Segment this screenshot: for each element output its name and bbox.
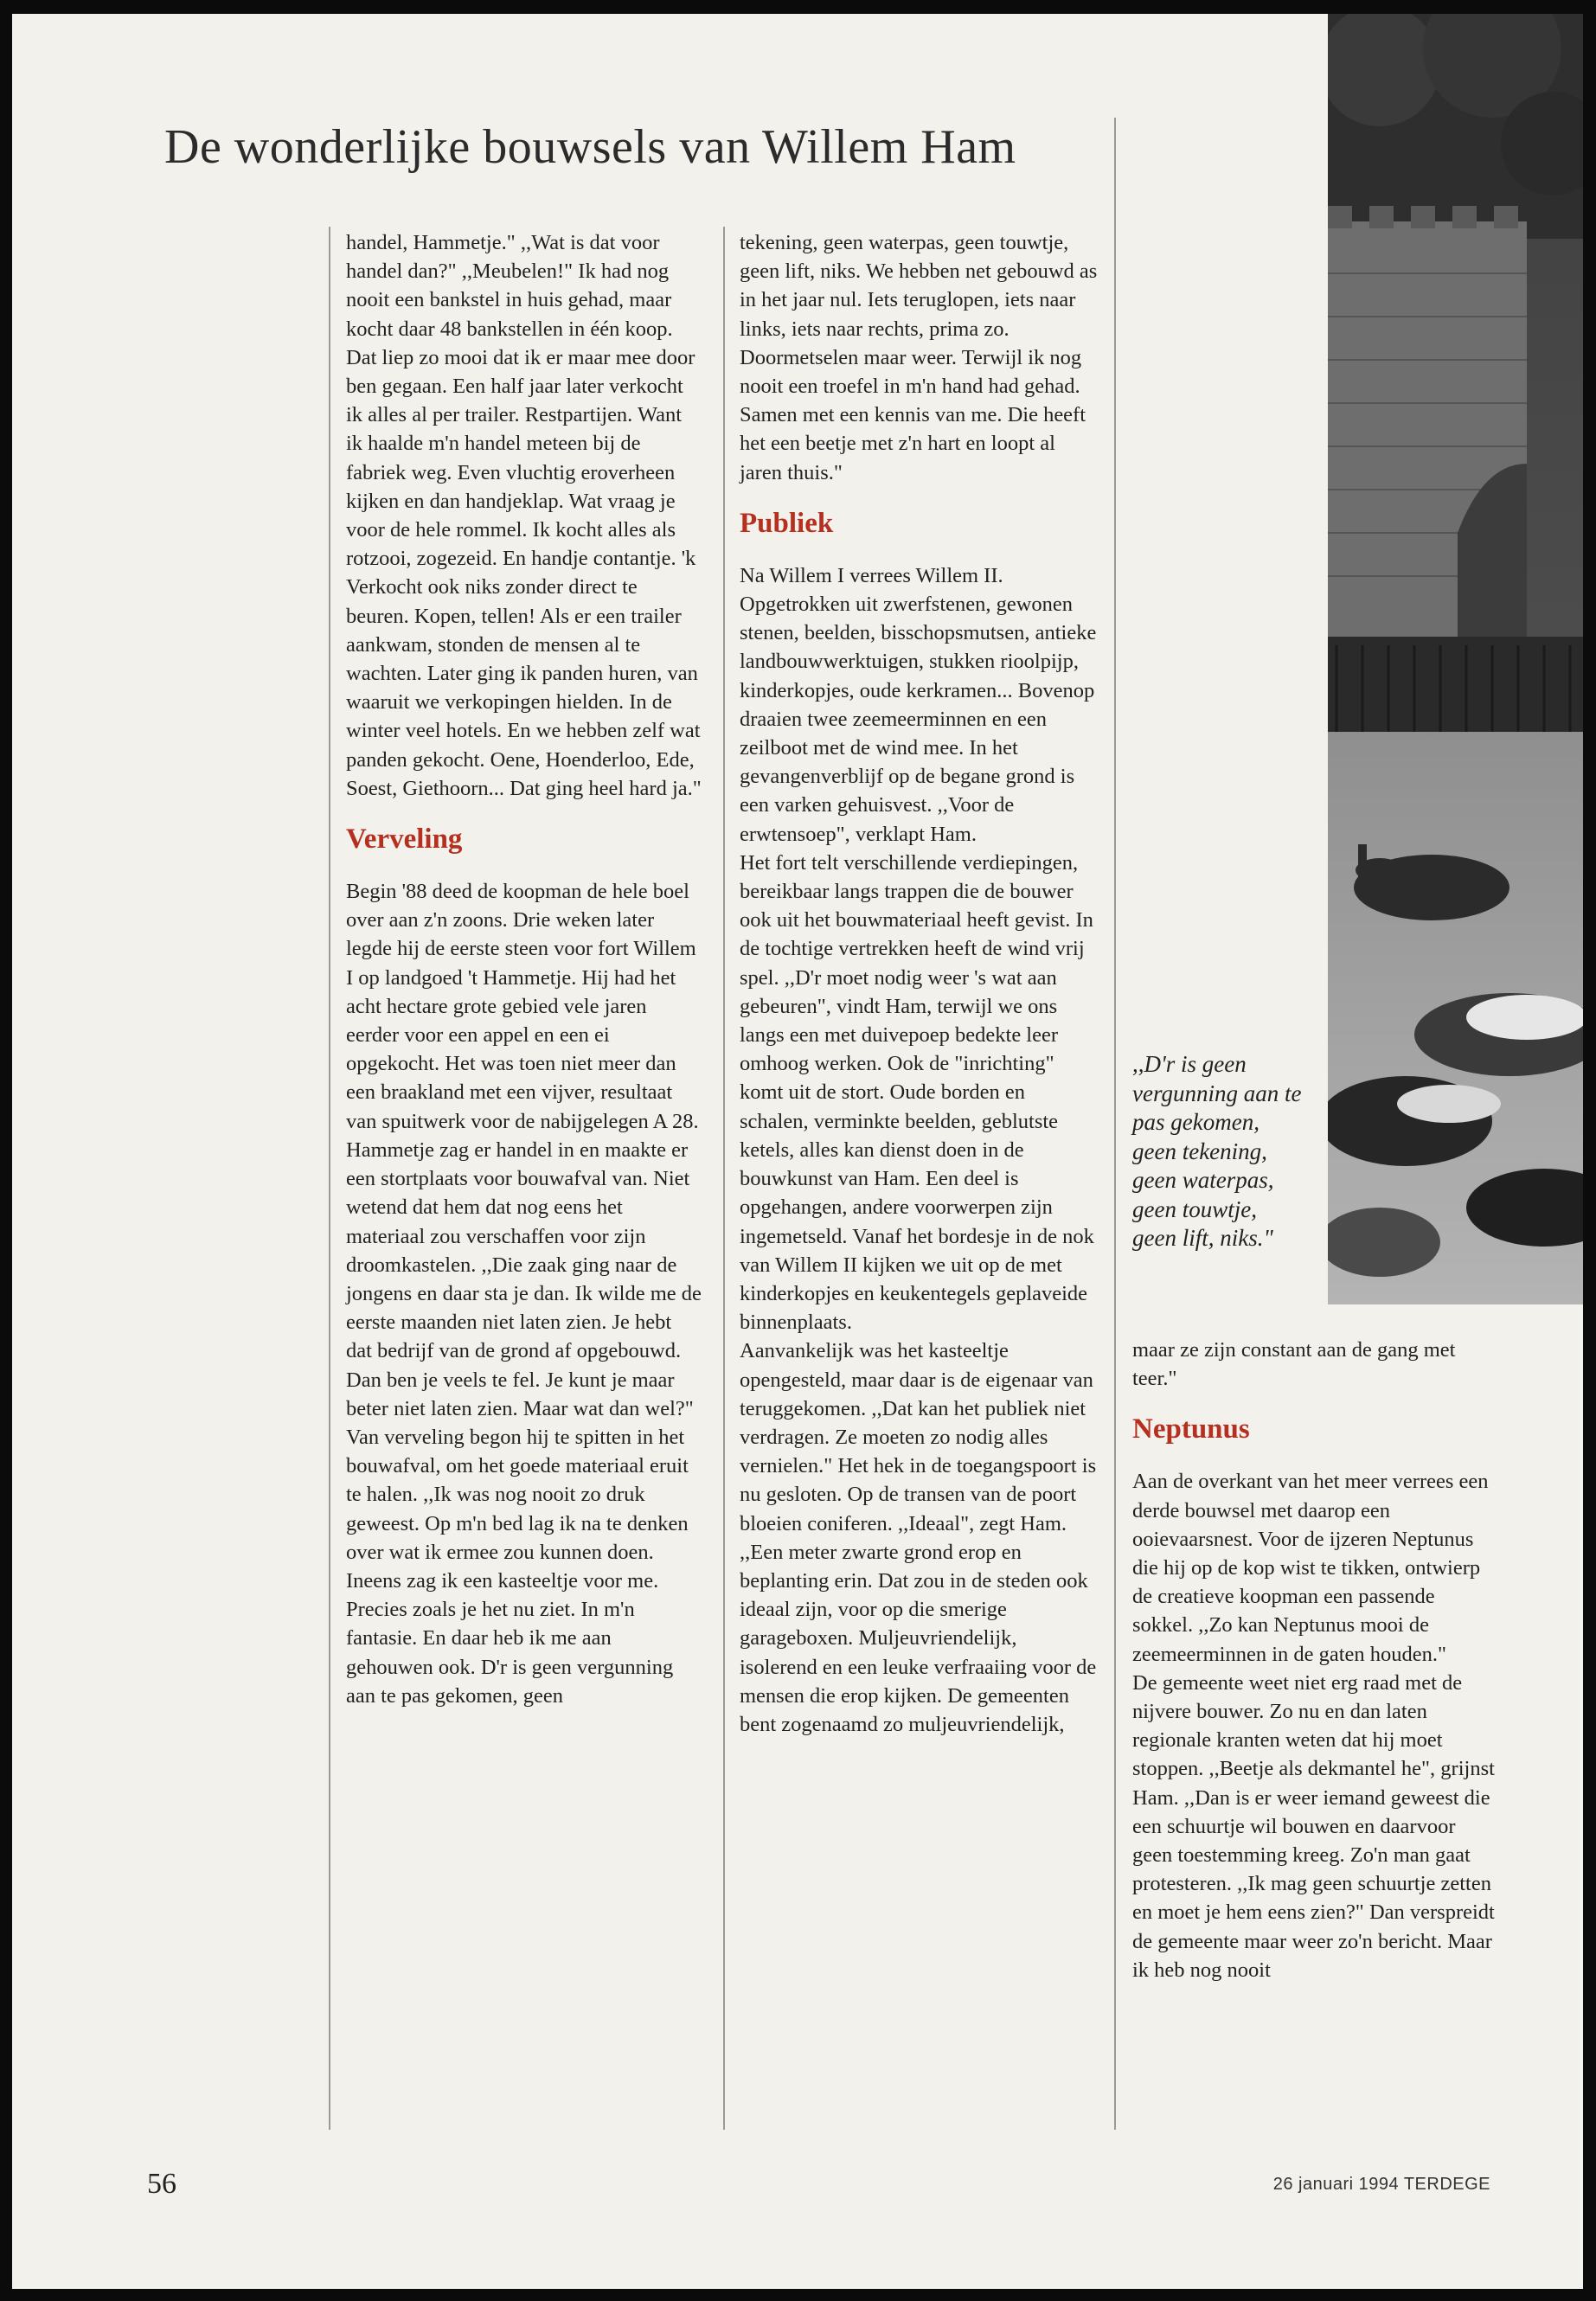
column-rule-middle — [723, 227, 725, 2130]
column-rule-left — [329, 227, 330, 2130]
body-paragraph: handel, Hammetje." ,,Wat is dat voor handel dan?" ,,Meubelen!" Ik had nog nooit een bankstel in huis gehad, maar kocht daar 48 bankstellen in één koop. Dat liep zo mooi dat ik er maar mee door ben gegaan. Een half jaar later verkocht ik alles al per trailer. Restpartijen. Want ik haalde m'n handel meteen bij de fabriek weg. Even vluchtig eroverheen kijken en dan handjeklap. Wat vraag je voor de hele rommel. Ik kocht alles als rotzooi, zogezeid. En handje contantje. 'k Verkocht ook niks zonder direct te beuren. Kopen, tellen! Als er een trailer aankwam, stonden de mensen al te wachten. Later ging ik panden huren, van waaruit we verkopingen hielden. In de winter veel hotels. En we hebben zelf wat panden gekocht. Oene, Hoenderloo, Ede, Soest, Giethoorn... Dat ging heel hard ja." — [346, 231, 702, 800]
text-column-3 — [1132, 1336, 1496, 1984]
issue-footer: 26 januari 1994 TERDEGE — [1272, 2175, 1490, 2194]
text-column-2 — [740, 228, 1099, 1739]
body-paragraph: Van verveling begon hij te spitten in het bouwafval, om het goede materiaal eruit te halen. ,,Ik was nog nooit zo druk geweest. Op m'n bed lag ik na te denken over wat ik ermee zou kunnen doen. Ineens zag ik een kasteeltje voor me. Precies zoals je het nu ziet. In m'n fantasie. En daar heb ik me aan gehouwen ook. D'r is geen vergunning aan te pas gekomen, geen — [346, 1425, 689, 1708]
text-column-1 — [346, 228, 702, 1710]
body-paragraph: Na Willem I verrees Willem II. Opgetrokken uit zwerfstenen, gewonen stenen, beelden, bisschopsmutsen, antieke landbouwwerktuigen, stukken rioolpijp, kinderkopjes, oude kerkramen... Bovenop draaien twee zeemeerminnen en een zeilboot met de wind mee. In het gevangenverblijf op de begane grond is een varken gehuisvest. ,,Voor de erwtensoep", verklapt Ham. — [740, 563, 1097, 846]
article-title: De wonderlijke bouwsels van Willem Ham — [164, 120, 1016, 174]
body-paragraph: De gemeente weet niet erg raad met de nijvere bouwer. Zo nu en dan laten regionale kranten weten dat hij moet stoppen. ,,Beetje als dekmantel he", grijnst Ham. ,,Dan is er weer iemand geweest die een schuurtje wil bouwen en daarvoor geen toestemming kreeg. Zo'n man gaat protesteren. ,,Ik mag geen schuurtje zetten en moet je hem eens zien?" Dan verspreidt de gemeente maar weer zo'n bericht. Maar ik heb nog nooit — [1132, 1670, 1495, 1982]
subheading-publiek: Publiek — [740, 507, 834, 539]
castle-geese-photo — [1328, 14, 1583, 1304]
body-paragraph: Aan de overkant van het meer verrees een derde bouwsel met daarop een ooievaarsnest. Voor de ijzeren Neptunus die hij op de kop wist te tikken, ontwierp de creatieve koopman een passende sokkel. ,,Zo kan Neptunus mooi de zeemeerminnen in de gaten houden." — [1132, 1470, 1489, 1666]
body-paragraph: maar ze zijn constant aan de gang met teer." — [1132, 1338, 1456, 1391]
photo-illustration — [1328, 14, 1583, 1304]
body-paragraph: Begin '88 deed de koopman de hele boel over aan z'n zoons. Drie weken later legde hij de eerste steen voor fort Willem I op landgoed 't Hammetje. Hij had het acht hectare grote gebied vele jaren eerder voor een appel en een ei opgekocht. Het was toen niet meer dan een braakland met een vijver, resultaat van spuitwerk voor de nabijgelegen A 28. — [346, 880, 699, 1133]
pull-quote: ,,D'r is geen vergunning aan te pas gekomen, geen tekening, geen waterpas, geen touwtje, geen lift, niks." — [1132, 1051, 1302, 1251]
body-paragraph: Het fort telt verschillende verdiepingen, bereikbaar langs trappen die de bouwer ook uit het bouwmateriaal heeft gevist. In de tochtige vertrekken heeft de wind vrij spel. ,,D'r moet nodig weer 's wat aan gebeuren", vindt Ham, terwijl we ons langs een met duivepoep bedekte leer omhoog werken. Ook de "inrichting" komt uit de stort. Oude borden en schalen, verminkte beelden, geblutste ketels, alles kan dienst doen in de bouwkunst van Ham. Een deel is opgehangen, andere voorwerpen zijn ingemetseld. Vanaf het bordesje in de nok van Willem II kijken we uit op de met kinderkopjes en keukentegels geplaveide binnenplaats. — [740, 850, 1094, 1335]
column-rule-right — [1114, 118, 1116, 2130]
body-paragraph: tekening, geen waterpas, geen touwtje, geen lift, niks. We hebben net gebouwd as in het jaar nul. Iets teruglopen, iets naar links, iets naar rechts, prima zo. Doormetselen maar weer. Terwijl ik nog nooit een troefel in m'n hand had gehad. Samen met een kennis van me. Die heeft het een beetje met z'n hart en loopt al jaren thuis." — [740, 231, 1098, 484]
body-paragraph: Aanvankelijk was het kasteeltje opengesteld, maar daar is de eigenaar van teruggekomen. ,,Dat kan het publiek niet verdragen. Ze moeten zo nodig alles vernielen." Het hek in de toegangspoort is nu gesloten. Op de transen van de poort bloeien coniferen. ,,Ideaal", zegt Ham. ,,Een meter zwarte grond erop en beplanting erin. Dat zou in de steden ook ideaal zijn, voor op die smerige garageboxen. Muljeuvriendelijk, isolerend en een leuke verfraaiing voor de mensen die erop kijken. De gemeenten bent zogenaamd zo muljeuvriendelijk, — [740, 1339, 1097, 1736]
subheading-neptunus: Neptunus — [1132, 1413, 1250, 1445]
page-number: 56 — [147, 2168, 176, 2200]
body-paragraph: Hammetje zag er handel in en maakte er een stortplaats voor bouwafval van. Niet wetend dat hem dat nog eens het materiaal zou verschaffen voor zijn droomkastelen. ,,Die zaak ging naar de jongens en daar sta je dan. Ik wilde me de eerste maanden niet laten zien. Je hebt dat bedrijf van de grond af opgebouwd. Dan ben je veels te fel. Je kunt je maar beter niet laten zien. Maar wat dan wel?" — [346, 1138, 702, 1420]
subheading-verveling: Verveling — [346, 824, 463, 856]
